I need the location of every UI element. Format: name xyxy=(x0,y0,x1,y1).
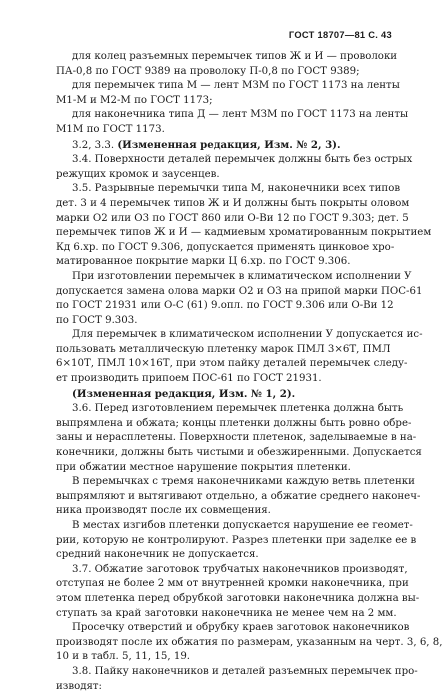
paragraph-line xyxy=(56,138,396,154)
paragraph-line: при обжатии местное нарушение покрытия плетенки. xyxy=(56,461,351,473)
paragraph xyxy=(56,79,400,108)
paragraph-line: дет. 3 и 4 перемычек типов Ж и И должны быть покрыты оловом xyxy=(56,197,410,209)
paragraph-line: ступать за край заготовки наконечника не менее чем на 2 мм. xyxy=(56,607,397,619)
paragraph-line: 3.6. Перед изготовлением перемычек плетенка должна быть xyxy=(72,403,404,415)
paragraph-line: по ГОСТ 21931 или О-С (61) 9.опл. по ГОСТ 9.306 или О-Ви 12 xyxy=(56,300,394,312)
paragraph-line: заны и нерасплетены. Поверхности плетенок, заделываемые в на- xyxy=(56,432,417,444)
paragraph-line: ПА-0,8 по ГОСТ 9389 на проволоку П-0,8 по ГОСТ 9389; xyxy=(56,65,360,77)
clause-number: 3.2, 3.3. xyxy=(72,139,118,151)
paragraph-line: для колец разъемных перемычек типов Ж и И — проволоки xyxy=(72,51,398,62)
paragraph xyxy=(56,153,413,182)
paragraph xyxy=(56,475,421,519)
paragraph-line: Для перемычек в климатическом исполнении У допускается ис- xyxy=(72,329,423,341)
paragraph-line: При изготовлении перемычек в климатическом исполнении У xyxy=(72,270,412,282)
paragraph-line xyxy=(56,387,396,403)
paragraph-line: Кд 6.хр. по ГОСТ 9.306, допускается применять цинковое хро- xyxy=(56,241,395,253)
paragraph-line: рии, которую не контролируют. Разрез плетенки при заделке ее в xyxy=(56,534,417,546)
paragraph-line: 3.5. Разрывные перемычки типа М, наконечники всех типов xyxy=(72,183,401,195)
paragraph-line: для наконечника типа Д — лент МЗМ по ГОСТ 1173 на ленты xyxy=(72,109,409,121)
amendment-note: (Измененная редакция, Изм. № 2, 3). xyxy=(117,138,341,151)
paragraph-line: для перемычек типа М — лент МЗМ по ГОСТ 1173 на ленты xyxy=(72,80,400,92)
paragraph-line: режущих кромок и заусенцев. xyxy=(56,168,220,180)
paragraph-line: 3.8. Пайку наконечников и деталей разъемных перемычек про- xyxy=(72,665,418,677)
paragraph-line: этом плетенка перед обрубкой заготовки наконечника должна вы- xyxy=(56,592,420,604)
paragraph-line: Просечку отверстий и обрубку краев заготовок наконечников xyxy=(72,622,410,634)
paragraph-line: ет производить припоем ПОС-61 по ГОСТ 21931. xyxy=(56,373,322,385)
paragraph-line: средний наконечник не допускается. xyxy=(56,549,259,561)
document-body xyxy=(56,50,443,694)
paragraph xyxy=(56,138,396,154)
paragraph-line: отступая не более 2 мм от внутренней кромки наконечника, при xyxy=(56,578,409,590)
paragraph-line: выпрямляют и вытягивают отдельно, а обжатие среднего наконеч- xyxy=(56,490,421,502)
paragraph-line: матированное покрытие марки Ц 6.хр. по ГОСТ 9.306. xyxy=(56,256,351,268)
paragraph-line: производят после их обжатия по размерам, указанным на черт. 3, 6, 8, xyxy=(56,636,443,648)
paragraph-line: 10 и в табл. 5, 11, 15, 19. xyxy=(56,651,191,663)
paragraph-line: конечники, должны быть чистыми и обезжиренными. Допускается xyxy=(56,447,422,459)
paragraph xyxy=(56,621,443,665)
amendment-note: (Измененная редакция, Изм. № 1, 2). xyxy=(72,387,296,400)
paragraph-line: В перемычках с тремя наконечниками каждую ветвь плетенки xyxy=(72,476,415,488)
paragraph xyxy=(56,108,409,137)
paragraph-line: перемычек типов Ж и И — кадмиевым хроматированным покрытием xyxy=(56,227,432,239)
paragraph xyxy=(56,270,423,328)
paragraph xyxy=(56,387,396,403)
paragraph-line: ника производят после их совмещения. xyxy=(56,505,271,517)
page-header: ГОСТ 18707—81 С. 43 xyxy=(288,30,392,40)
paragraph-line: 3.7. Обжатие заготовок трубчатых наконечников производят, xyxy=(72,563,408,575)
paragraph xyxy=(56,563,420,621)
paragraph xyxy=(56,328,423,386)
paragraph-line: 3.4. Поверхности деталей перемычек должны быть без острых xyxy=(72,154,413,166)
paragraph-line: В местах изгибов плетенки допускается нарушение ее геомет- xyxy=(72,520,413,531)
paragraph xyxy=(56,50,396,79)
paragraph-line: выпрямлена и обжата; концы плетенки должны быть ровно обре- xyxy=(56,417,412,429)
paragraph xyxy=(56,519,417,563)
paragraph xyxy=(56,402,422,475)
paragraph-line: марки О2 или О3 по ГОСТ 860 или О-Ви 12 по ГОСТ 9.303; дет. 5 xyxy=(56,212,409,224)
paragraph-line: изводят: xyxy=(56,680,102,692)
paragraph-line: допускается замена олова марки О2 и О3 на припой марки ПОС-61 xyxy=(56,285,423,297)
paragraph-line: пользовать металлическую плетенку марок ПМЛ 3×6Т, ПМЛ xyxy=(56,343,391,355)
paragraph-line: по ГОСТ 9.303. xyxy=(56,314,138,326)
paragraph-line: 6×10Т, ПМЛ 10×16Т, при этом пайку деталей перемычек следу- xyxy=(56,358,408,370)
paragraph xyxy=(56,665,418,694)
paragraph xyxy=(56,182,432,270)
paragraph-line: М1-М и М2-М по ГОСТ 1173; xyxy=(56,94,213,106)
paragraph-line: М1М по ГОСТ 1173. xyxy=(56,123,165,135)
